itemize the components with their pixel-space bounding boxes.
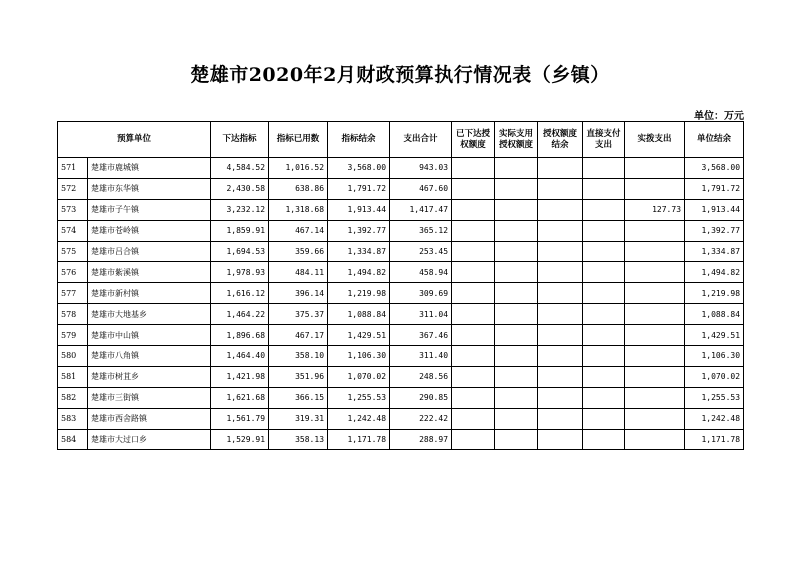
table-row <box>58 283 744 304</box>
row-value-cell: 253.45 <box>390 241 452 262</box>
row-value-cell <box>495 283 538 304</box>
row-value-cell: 309.69 <box>390 283 452 304</box>
row-value-cell <box>452 178 495 199</box>
row-value-cell: 4,584.52 <box>211 158 269 179</box>
row-unit-name: 楚雄市八角镇 <box>88 346 211 367</box>
row-unit-name: 楚雄市树苴乡 <box>88 366 211 387</box>
row-value-cell <box>538 325 583 346</box>
row-value-cell: 1,913.44 <box>685 199 744 220</box>
header-budget-unit: 预算单位 <box>58 122 211 158</box>
table-row <box>58 408 744 429</box>
row-value-cell <box>583 346 625 367</box>
table-row <box>58 366 744 387</box>
row-value-cell: 1,088.84 <box>685 304 744 325</box>
row-value-cell <box>452 346 495 367</box>
row-value-cell: 1,392.77 <box>328 220 390 241</box>
row-value-cell <box>538 241 583 262</box>
row-value-cell <box>538 283 583 304</box>
row-value-cell <box>495 387 538 408</box>
row-unit-name: 楚雄市大地基乡 <box>88 304 211 325</box>
row-value-cell: 311.04 <box>390 304 452 325</box>
row-value-cell <box>495 158 538 179</box>
row-value-cell <box>452 325 495 346</box>
row-value-cell <box>538 366 583 387</box>
row-value-cell <box>452 387 495 408</box>
row-value-cell: 1,694.53 <box>211 241 269 262</box>
row-value-cell: 1,561.79 <box>211 408 269 429</box>
row-value-cell <box>538 304 583 325</box>
row-value-cell: 1,334.87 <box>328 241 390 262</box>
row-value-cell <box>495 304 538 325</box>
row-value-cell: 1,429.51 <box>328 325 390 346</box>
row-value-cell: 458.94 <box>390 262 452 283</box>
row-value-cell <box>538 199 583 220</box>
row-code: 571 <box>58 158 88 179</box>
row-code: 582 <box>58 387 88 408</box>
row-value-cell: 1,255.53 <box>685 387 744 408</box>
row-value-cell: 1,621.68 <box>211 387 269 408</box>
row-value-cell <box>495 408 538 429</box>
row-value-cell: 638.86 <box>269 178 328 199</box>
row-code: 578 <box>58 304 88 325</box>
page-title: 楚雄市2020年2月财政预算执行情况表（乡镇） <box>190 64 610 86</box>
row-code: 584 <box>58 429 88 450</box>
row-value-cell <box>495 178 538 199</box>
row-value-cell: 1,334.87 <box>685 241 744 262</box>
row-value-cell: 943.03 <box>390 158 452 179</box>
table-row <box>58 262 744 283</box>
row-value-cell <box>538 220 583 241</box>
table-row <box>58 220 744 241</box>
row-value-cell: 358.10 <box>269 346 328 367</box>
row-value-cell: 1,529.91 <box>211 429 269 450</box>
row-value-cell: 2,430.58 <box>211 178 269 199</box>
row-value-cell: 1,088.84 <box>328 304 390 325</box>
row-value-cell: 1,070.02 <box>328 366 390 387</box>
row-value-cell: 1,242.48 <box>328 408 390 429</box>
budget-table <box>57 121 744 450</box>
row-value-cell <box>538 387 583 408</box>
row-value-cell <box>625 346 685 367</box>
row-value-cell: 1,417.47 <box>390 199 452 220</box>
row-unit-name: 楚雄市三街镇 <box>88 387 211 408</box>
row-value-cell <box>452 220 495 241</box>
table-row <box>58 304 744 325</box>
row-value-cell <box>583 178 625 199</box>
row-value-cell <box>583 429 625 450</box>
row-value-cell: 467.14 <box>269 220 328 241</box>
table-row <box>58 429 744 450</box>
row-value-cell <box>625 408 685 429</box>
row-value-cell: 248.56 <box>390 366 452 387</box>
row-value-cell <box>538 346 583 367</box>
row-value-cell: 319.31 <box>269 408 328 429</box>
row-value-cell <box>583 408 625 429</box>
row-code: 574 <box>58 220 88 241</box>
row-value-cell: 365.12 <box>390 220 452 241</box>
row-unit-name: 楚雄市大过口乡 <box>88 429 211 450</box>
row-value-cell <box>583 241 625 262</box>
row-unit-name: 楚雄市东华镇 <box>88 178 211 199</box>
row-code: 581 <box>58 366 88 387</box>
row-value-cell: 1,616.12 <box>211 283 269 304</box>
row-value-cell <box>625 283 685 304</box>
header-issued-quota: 下达指标 <box>211 122 269 158</box>
row-value-cell: 1,791.72 <box>328 178 390 199</box>
row-value-cell <box>538 408 583 429</box>
row-value-cell: 1,171.78 <box>685 429 744 450</box>
row-value-cell <box>495 366 538 387</box>
table-row <box>58 325 744 346</box>
header-authorized-amount: 已下达授权额度 <box>452 122 495 158</box>
row-value-cell: 467.60 <box>390 178 452 199</box>
row-value-cell <box>495 262 538 283</box>
row-value-cell: 351.96 <box>269 366 328 387</box>
row-value-cell <box>625 262 685 283</box>
header-allocated-expenditure: 实拨支出 <box>625 122 685 158</box>
row-value-cell: 358.13 <box>269 429 328 450</box>
row-unit-name: 楚雄市吕合镇 <box>88 241 211 262</box>
row-value-cell: 1,913.44 <box>328 199 390 220</box>
row-unit-name: 楚雄市紫溪镇 <box>88 262 211 283</box>
row-value-cell: 1,429.51 <box>685 325 744 346</box>
row-value-cell: 1,106.30 <box>685 346 744 367</box>
row-code: 579 <box>58 325 88 346</box>
table-row <box>58 178 744 199</box>
row-value-cell <box>452 262 495 283</box>
row-value-cell <box>583 283 625 304</box>
row-value-cell: 1,219.98 <box>328 283 390 304</box>
header-authorized-balance: 授权额度结余 <box>538 122 583 158</box>
row-code: 576 <box>58 262 88 283</box>
row-value-cell: 1,494.82 <box>328 262 390 283</box>
row-value-cell: 1,978.93 <box>211 262 269 283</box>
row-value-cell <box>625 241 685 262</box>
row-value-cell: 366.15 <box>269 387 328 408</box>
row-value-cell <box>495 199 538 220</box>
row-value-cell: 1,318.68 <box>269 199 328 220</box>
row-value-cell <box>625 178 685 199</box>
row-value-cell: 222.42 <box>390 408 452 429</box>
row-unit-name: 楚雄市子午镇 <box>88 199 211 220</box>
table-row <box>58 158 744 179</box>
row-value-cell <box>452 304 495 325</box>
table-row <box>58 387 744 408</box>
row-value-cell <box>625 429 685 450</box>
row-value-cell: 1,242.48 <box>685 408 744 429</box>
row-value-cell <box>625 387 685 408</box>
row-code: 583 <box>58 408 88 429</box>
row-value-cell: 484.11 <box>269 262 328 283</box>
row-value-cell <box>583 199 625 220</box>
row-code: 572 <box>58 178 88 199</box>
row-value-cell <box>583 262 625 283</box>
row-code: 575 <box>58 241 88 262</box>
row-value-cell: 1,219.98 <box>685 283 744 304</box>
row-code: 580 <box>58 346 88 367</box>
row-value-cell <box>583 304 625 325</box>
row-value-cell <box>538 429 583 450</box>
row-value-cell: 1,896.68 <box>211 325 269 346</box>
row-value-cell: 1,016.52 <box>269 158 328 179</box>
row-value-cell <box>452 408 495 429</box>
row-unit-name: 楚雄市苍岭镇 <box>88 220 211 241</box>
row-value-cell <box>625 304 685 325</box>
row-unit-name: 楚雄市鹿城镇 <box>88 158 211 179</box>
row-value-cell: 288.97 <box>390 429 452 450</box>
row-value-cell: 1,255.53 <box>328 387 390 408</box>
row-value-cell: 1,859.91 <box>211 220 269 241</box>
header-quota-used: 指标已用数 <box>269 122 328 158</box>
row-unit-name: 楚雄市中山镇 <box>88 325 211 346</box>
row-value-cell <box>538 178 583 199</box>
row-value-cell <box>452 429 495 450</box>
row-value-cell <box>452 366 495 387</box>
row-value-cell <box>538 262 583 283</box>
row-value-cell: 1,464.22 <box>211 304 269 325</box>
row-value-cell <box>495 429 538 450</box>
row-value-cell <box>495 346 538 367</box>
header-actual-authorized-used: 实际支用授权额度 <box>495 122 538 158</box>
row-value-cell: 1,171.78 <box>328 429 390 450</box>
row-value-cell: 127.73 <box>625 199 685 220</box>
row-value-cell: 1,392.77 <box>685 220 744 241</box>
table-row <box>58 199 744 220</box>
row-value-cell: 467.17 <box>269 325 328 346</box>
header-total-expenditure: 支出合计 <box>390 122 452 158</box>
row-unit-name: 楚雄市新村镇 <box>88 283 211 304</box>
row-value-cell: 1,791.72 <box>685 178 744 199</box>
row-code: 573 <box>58 199 88 220</box>
row-value-cell: 396.14 <box>269 283 328 304</box>
row-value-cell <box>583 366 625 387</box>
row-value-cell: 1,494.82 <box>685 262 744 283</box>
row-value-cell: 3,568.00 <box>328 158 390 179</box>
row-value-cell: 311.40 <box>390 346 452 367</box>
row-value-cell <box>452 283 495 304</box>
row-value-cell: 3,232.12 <box>211 199 269 220</box>
row-value-cell: 290.85 <box>390 387 452 408</box>
row-value-cell <box>625 220 685 241</box>
row-code: 577 <box>58 283 88 304</box>
header-unit-balance: 单位结余 <box>685 122 744 158</box>
row-value-cell <box>452 199 495 220</box>
row-value-cell <box>495 325 538 346</box>
row-value-cell <box>583 387 625 408</box>
row-value-cell <box>625 325 685 346</box>
table-row <box>58 241 744 262</box>
row-value-cell <box>538 158 583 179</box>
row-unit-name: 楚雄市西舍路镇 <box>88 408 211 429</box>
row-value-cell: 367.46 <box>390 325 452 346</box>
unit-label: 单位：万元 <box>694 111 744 122</box>
header-direct-payment: 直接支付支出 <box>583 122 625 158</box>
row-value-cell <box>495 241 538 262</box>
header-quota-balance: 指标结余 <box>328 122 390 158</box>
row-value-cell <box>583 158 625 179</box>
row-value-cell: 1,421.98 <box>211 366 269 387</box>
row-value-cell: 1,464.40 <box>211 346 269 367</box>
row-value-cell: 1,070.02 <box>685 366 744 387</box>
row-value-cell <box>452 241 495 262</box>
row-value-cell <box>625 366 685 387</box>
row-value-cell <box>495 220 538 241</box>
row-value-cell <box>452 158 495 179</box>
row-value-cell: 359.66 <box>269 241 328 262</box>
row-value-cell <box>583 325 625 346</box>
row-value-cell <box>625 158 685 179</box>
row-value-cell <box>583 220 625 241</box>
row-value-cell: 3,568.00 <box>685 158 744 179</box>
row-value-cell: 1,106.30 <box>328 346 390 367</box>
header-row <box>58 122 744 158</box>
table-row <box>58 346 744 367</box>
row-value-cell: 375.37 <box>269 304 328 325</box>
